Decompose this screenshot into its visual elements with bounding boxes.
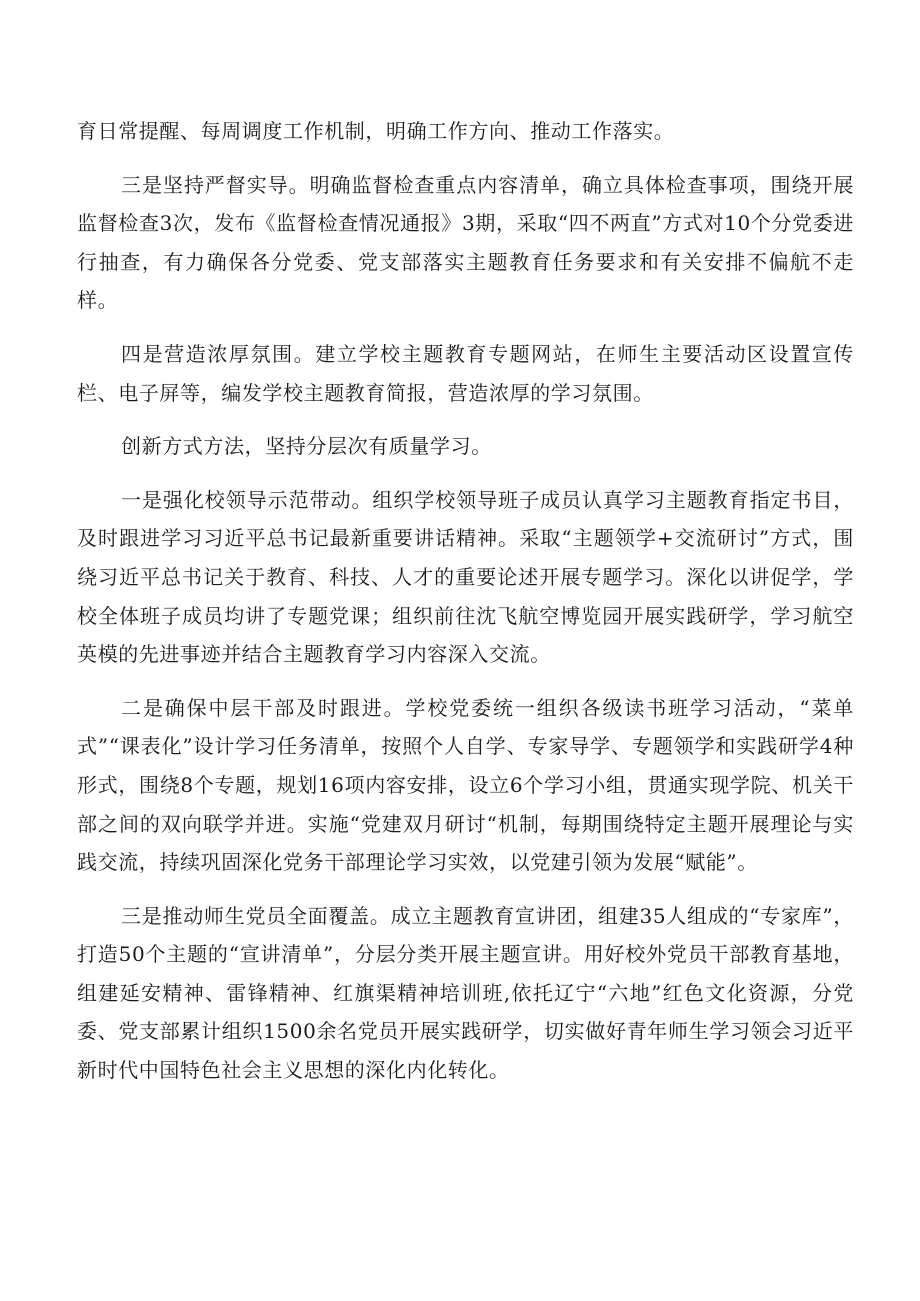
paragraph-leadership: 一是强化校领导示范带动。组织学校领导班子成员认真学习主题教育指定书目，及时跟进学习习近平总书记最新重要讲话精神。采取“主题领学+交流研讨”方式，围绕习近平总书记关于教育、科技、人才的重要论述开展专题学习。深化以讲促学，学校全体班子成员均讲了专题党课；组织前往沈飞航空博览园开展实践研学，学习航空英模的先进事迹并结合主题教育学习内容深入交流。 xyxy=(77,487,854,667)
paragraph-party-members: 三是推动师生党员全面覆盖。成立主题教育宣讲团，组建35人组成的“专家库”，打造50个主题的“宣讲清单”，分层分类开展主题宣讲。用好校外党员干部教育基地，组建延安精神、雷锋精神、红旗渠精神培训班,依托辽宁“六地”红色文化资源，分党委、党支部累计组织1500余名党员开展实践研学，切实做好青年师生学习领会习近平新时代中国特色社会主义思想的深化内化转化。 xyxy=(77,903,854,1083)
document-body xyxy=(77,112,854,1105)
paragraph-supervision: 三是坚持严督实导。明确监督检查重点内容清单，确立具体检查事项，围绕开展监督检查3次，发布《监督检查情况通报》3期，采取“四不两直”方式对10个分党委进行抽查，有力确保各分党委、党支部落实主题教育任务要求和有关安排不偏航不走样。 xyxy=(77,172,854,313)
paragraph-continuation: 育日常提醒、每周调度工作机制，明确工作方向、推动工作落实。 xyxy=(77,119,675,143)
paragraph-middle-cadres: 二是确保中层干部及时跟进。学校党委统一组织各级读书班学习活动，“菜单式”“课表化”设计学习任务清单，按照个人自学、专家导学、专题领学和实践研学4种形式，围绕8个专题，规划16项内容安排，设立6个学习小组，贯通实现学院、机关干部之间的双向联学并进。实施“党建双月研讨“机制，每期围绕特定主题开展理论与实践交流，持续巩固深化党务干部理论学习实效，以党建引领为发展“赋能”。 xyxy=(77,695,854,875)
paragraph-section-heading: 创新方式方法，坚持分层次有质量学习。 xyxy=(121,434,492,459)
paragraph-atmosphere: 四是营造浓厚氛围。建立学校主题教育专题网站，在师生主要活动区设置宣传栏、电子屏等，编发学校主题教育简报，营造浓厚的学习氛围。 xyxy=(77,341,854,405)
